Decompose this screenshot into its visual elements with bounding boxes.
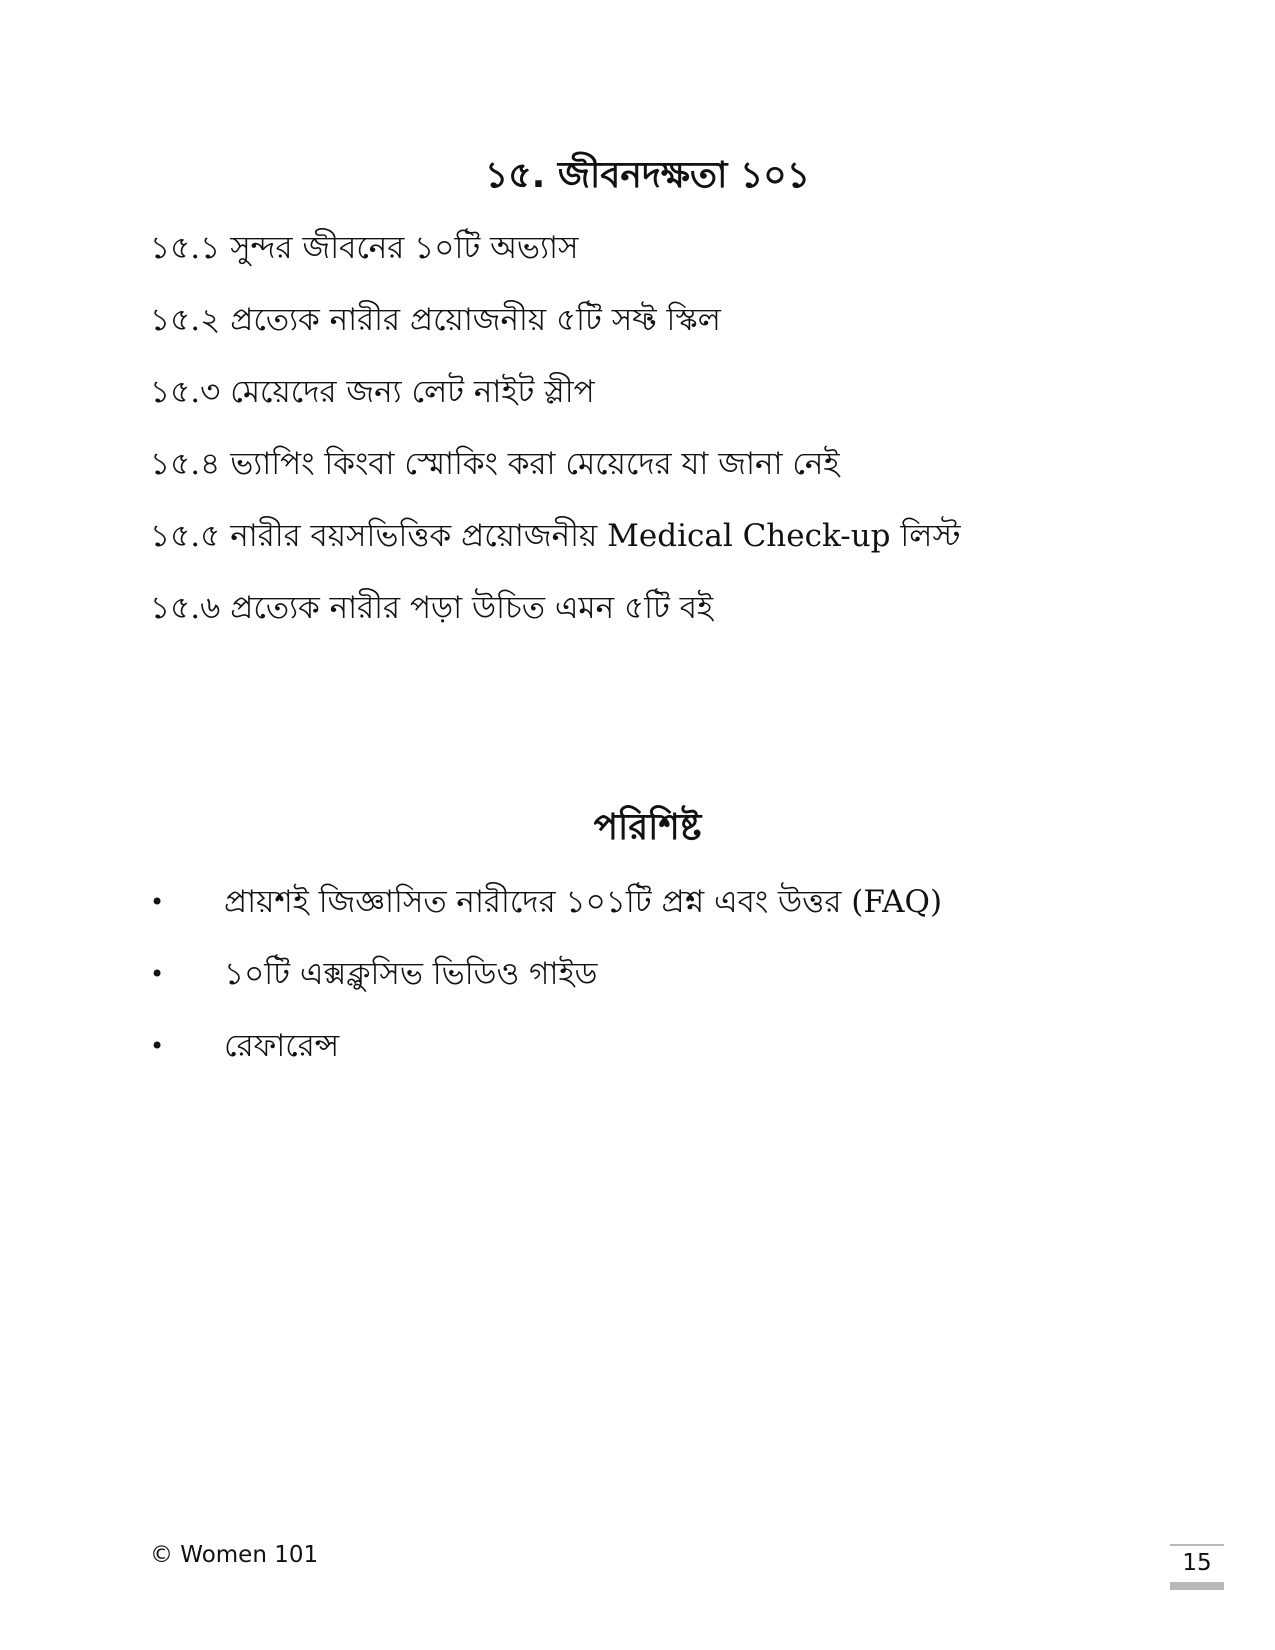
page-number: 15 bbox=[1182, 1550, 1212, 1576]
toc-item-text: ভ্যাপিং কিংবা স্মোকিং করা মেয়েদের যা জানা নেই bbox=[230, 446, 840, 482]
chapter-contents-list bbox=[150, 228, 960, 660]
chapter-title: ১৫. জীবনদক্ষতা ১০১ bbox=[484, 155, 811, 196]
toc-item-number: ১৫.১ bbox=[150, 230, 221, 266]
toc-item-number: ১৫.২ bbox=[150, 302, 221, 338]
toc-item bbox=[150, 588, 960, 628]
toc-item-text: সুন্দর জীবনের ১০টি অভ্যাস bbox=[230, 230, 579, 266]
bullet-icon: • bbox=[150, 960, 165, 988]
toc-item-number: ১৫.৬ bbox=[150, 590, 221, 626]
toc-item-text: প্রত্যেক নারীর প্রয়োজনীয় ৫টি সফ্ট স্কিল bbox=[230, 302, 721, 338]
appendix-item-text: ১০টি এক্সক্লুসিভ ভিডিও গাইড bbox=[224, 956, 598, 992]
bullet-icon: • bbox=[150, 888, 165, 916]
page-number-box bbox=[1170, 1544, 1224, 1590]
toc-item-number: ১৫.৫ bbox=[150, 518, 221, 554]
toc-item-text: নারীর বয়সভিত্তিক প্রয়োজনীয় Medical Check-up লিস্ট bbox=[230, 518, 961, 554]
appendix-item-text: রেফারেন্স bbox=[224, 1028, 340, 1064]
appendix-title: পরিশিষ্ট bbox=[593, 807, 702, 848]
toc-item-text: মেয়েদের জন্য লেট নাইট স্লীপ bbox=[230, 374, 595, 410]
toc-item bbox=[150, 372, 960, 412]
toc-item-number: ১৫.৩ bbox=[150, 374, 221, 410]
toc-item bbox=[150, 444, 960, 484]
toc-item-text: প্রত্যেক নারীর পড়া উচিত এমন ৫টি বই bbox=[230, 590, 714, 626]
bullet-icon: • bbox=[150, 1032, 165, 1060]
appendix-item-text: প্রায়শই জিজ্ঞাসিত নারীদের ১০১টি প্রশ্ন এবং উত্তর (FAQ) bbox=[224, 884, 943, 920]
toc-item bbox=[150, 300, 960, 340]
copyright-notice: © Women 101 bbox=[150, 1542, 319, 1568]
toc-item-number: ১৫.৪ bbox=[150, 446, 221, 482]
toc-item bbox=[150, 228, 960, 268]
toc-item bbox=[150, 516, 960, 556]
